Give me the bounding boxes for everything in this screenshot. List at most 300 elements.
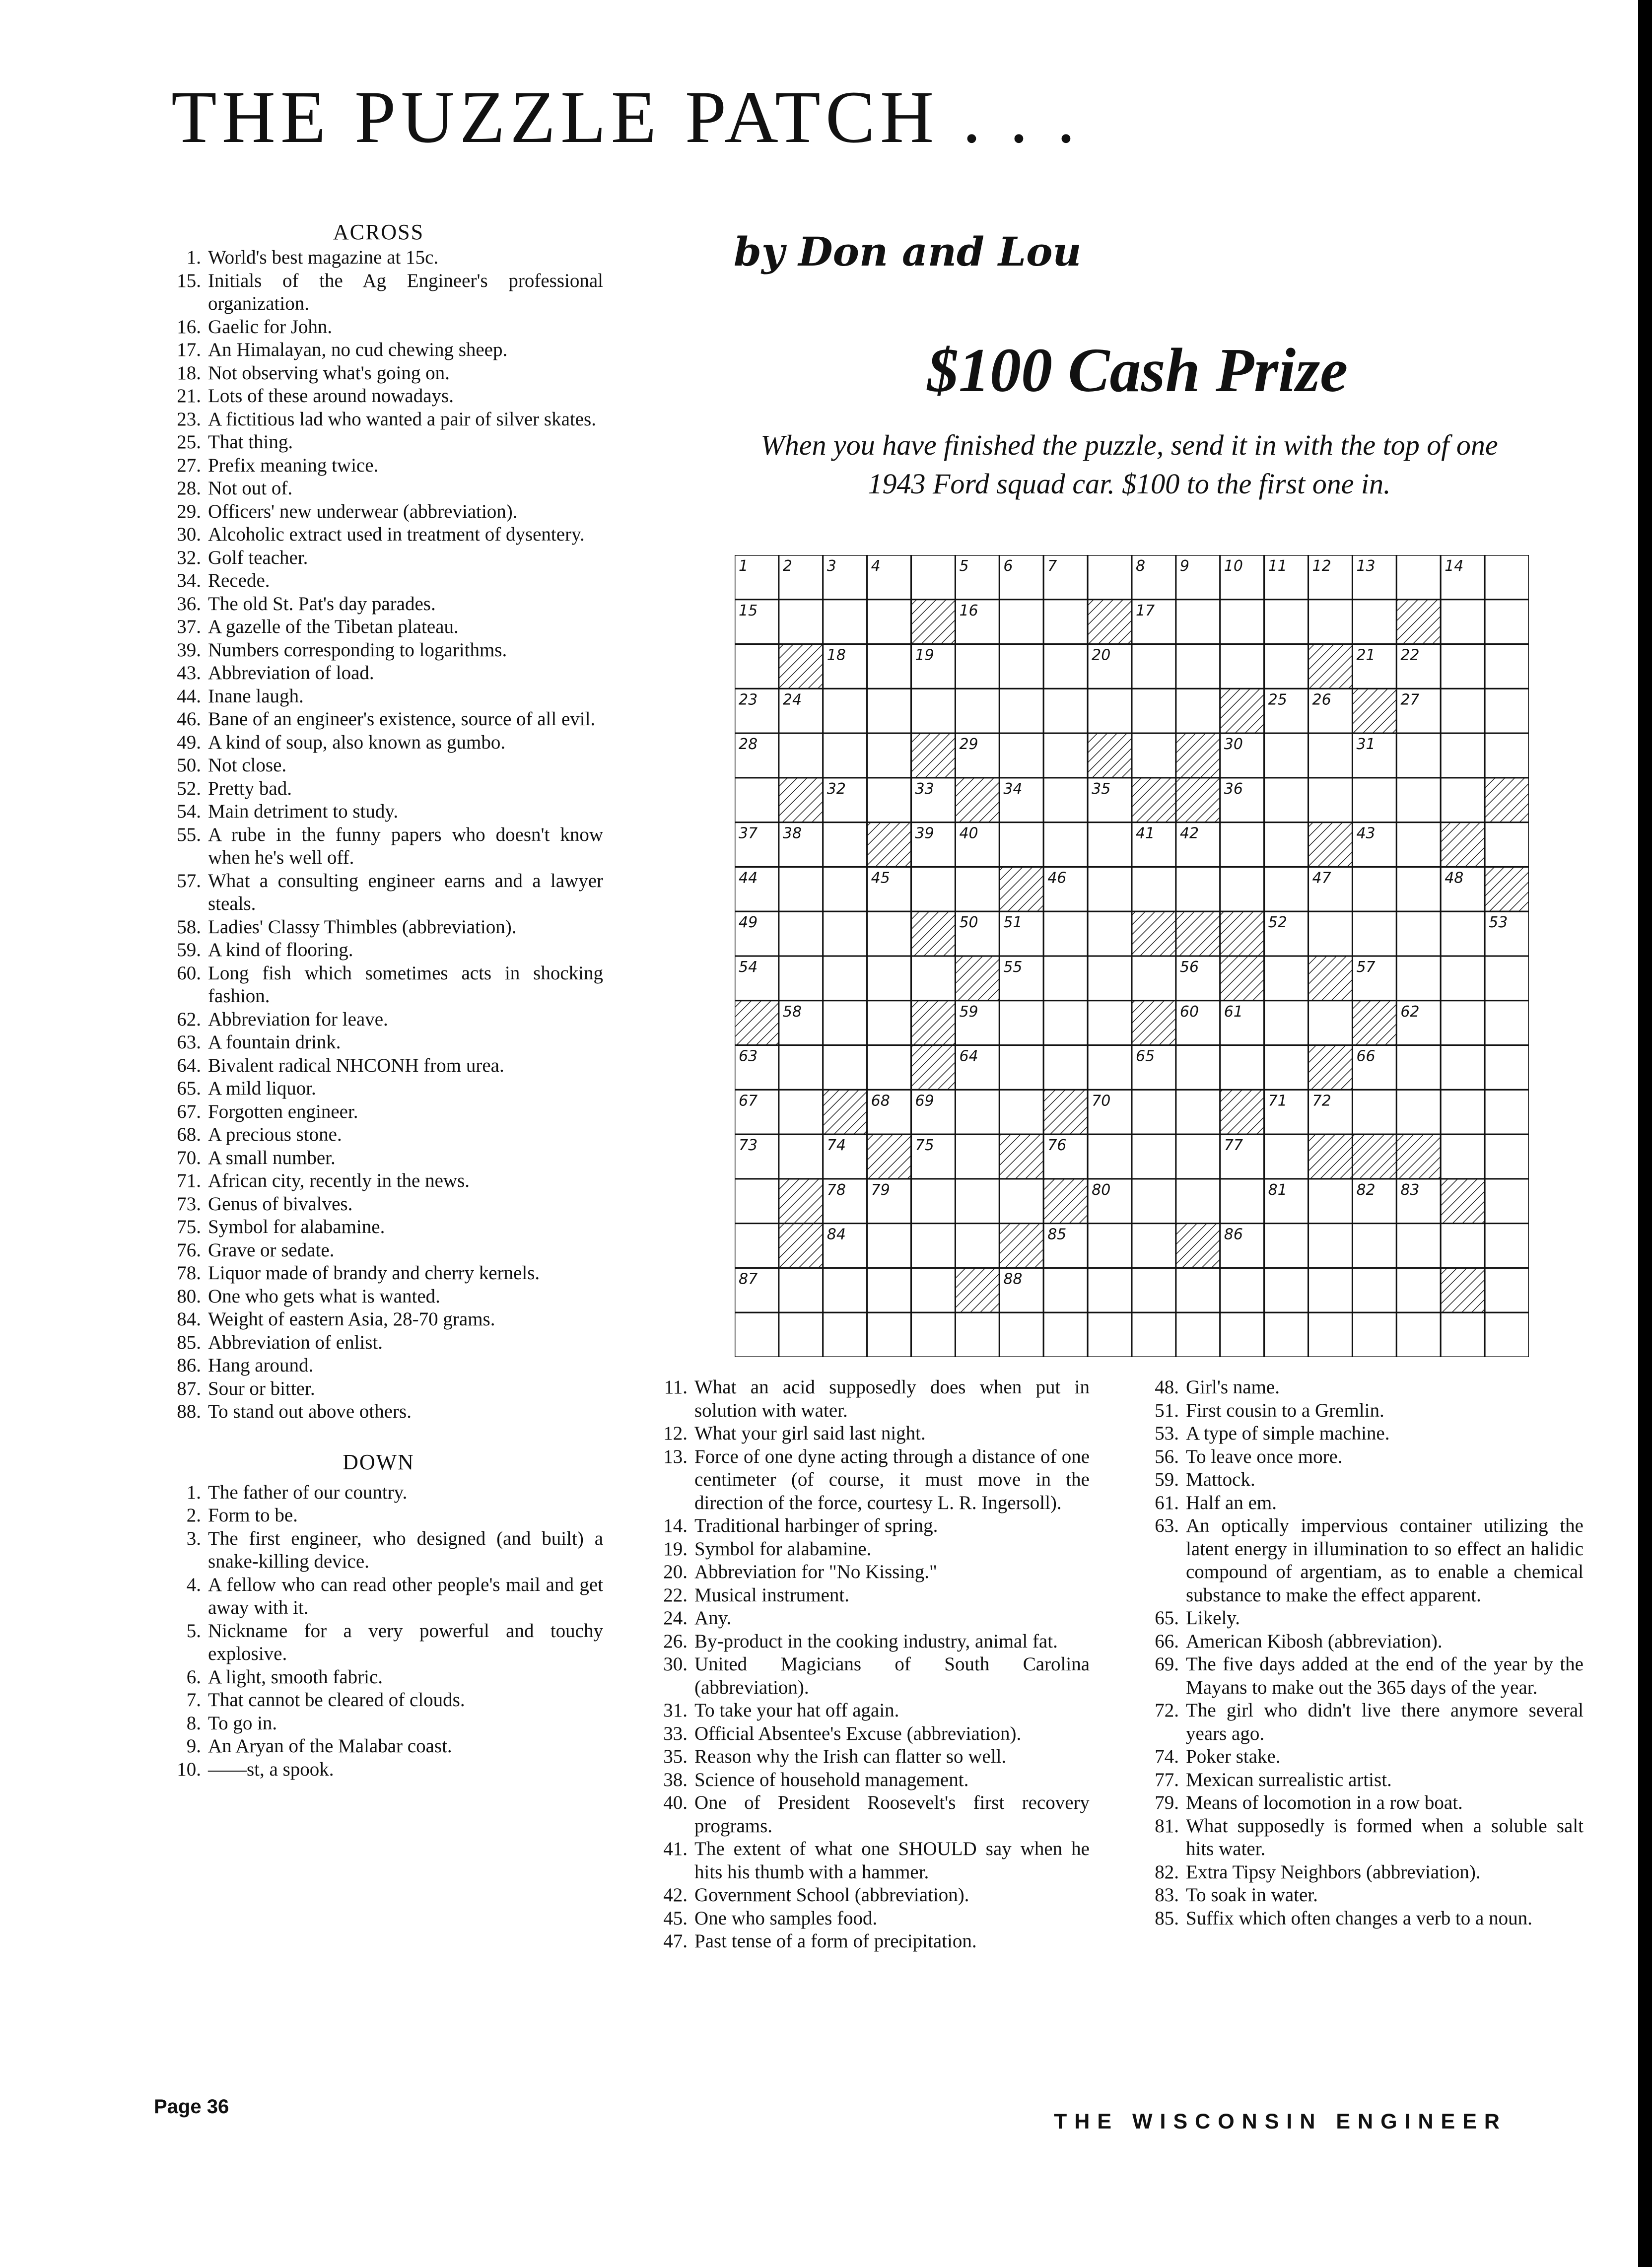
grid-cell[interactable]	[1176, 1268, 1220, 1312]
grid-cell[interactable]	[1441, 688, 1485, 733]
grid-cell[interactable]	[1088, 911, 1132, 956]
grid-cell[interactable]	[779, 1134, 823, 1179]
grid-cell[interactable]	[955, 1312, 999, 1357]
down-clue-list	[154, 1481, 603, 1782]
grid-cell[interactable]	[911, 956, 956, 1001]
clue-text: A type of simple machine.	[1186, 1423, 1390, 1444]
black-square	[1485, 778, 1529, 823]
grid-cell[interactable]	[1176, 600, 1220, 644]
grid-cell[interactable]	[1485, 1045, 1529, 1090]
grid-cell[interactable]	[1132, 1179, 1176, 1224]
cell-number: 58	[782, 1003, 802, 1021]
grid-cell[interactable]	[867, 1045, 911, 1090]
grid-cell[interactable]	[867, 600, 911, 644]
grid-cell[interactable]	[1176, 1090, 1220, 1134]
grid-cell[interactable]	[1441, 1090, 1485, 1134]
cell-number: 37	[739, 824, 758, 842]
clue-text: Extra Tipsy Neighbors (abbreviation).	[1186, 1861, 1481, 1883]
grid-cell[interactable]	[1441, 1045, 1485, 1090]
grid-cell[interactable]	[1352, 911, 1396, 956]
grid-cell[interactable]	[1088, 555, 1132, 600]
grid-cell[interactable]	[823, 911, 867, 956]
grid-cell[interactable]	[1176, 867, 1220, 911]
grid-cell[interactable]	[1220, 867, 1264, 911]
cell-number: 36	[1224, 780, 1243, 798]
grid-cell[interactable]	[867, 1268, 911, 1312]
black-square	[955, 1268, 999, 1312]
clue	[154, 1285, 603, 1308]
grid-cell[interactable]	[1043, 1045, 1088, 1090]
grid-cell[interactable]	[1485, 1179, 1529, 1224]
clue-text: A small number.	[208, 1147, 336, 1168]
grid-cell[interactable]	[1308, 1224, 1353, 1268]
clue-text: What supposedly is formed when a soluble salt hits water.	[1186, 1815, 1583, 1859]
clue-number: 69.	[1155, 1653, 1179, 1675]
clue-text: The five days added at the end of the year by the Mayans to make out the 365 days of the year.	[1186, 1653, 1583, 1698]
grid-cell[interactable]	[1264, 1268, 1308, 1312]
grid-cell[interactable]	[823, 1312, 867, 1357]
cell-number: 50	[959, 914, 978, 932]
grid-cell[interactable]	[1132, 644, 1176, 689]
grid-cell[interactable]	[1396, 733, 1441, 778]
cell-number: 24	[782, 691, 802, 709]
grid-cell[interactable]	[955, 867, 999, 911]
grid-cell[interactable]	[1043, 1312, 1088, 1357]
clue-number: 16.	[177, 316, 201, 338]
grid-cell[interactable]	[1088, 823, 1132, 867]
grid-cell[interactable]	[1485, 733, 1529, 778]
grid-cell[interactable]	[1264, 823, 1308, 867]
black-square	[1220, 688, 1264, 733]
clue	[640, 1745, 1090, 1769]
grid-cell[interactable]	[1396, 1090, 1441, 1134]
grid-cell[interactable]	[1396, 555, 1441, 600]
grid-cell[interactable]	[823, 733, 867, 778]
clue	[154, 800, 603, 824]
clue-number: 59.	[1155, 1469, 1179, 1490]
grid-cell[interactable]	[735, 1179, 779, 1224]
cell-number: 56	[1179, 959, 1199, 976]
grid-cell[interactable]	[1264, 1312, 1308, 1357]
grid-cell[interactable]	[999, 1090, 1043, 1134]
grid-cell[interactable]	[911, 1179, 956, 1224]
grid-cell[interactable]	[1088, 956, 1132, 1001]
clue-number: 11.	[664, 1376, 688, 1398]
grid-cell[interactable]	[1485, 555, 1529, 600]
grid-cell[interactable]	[999, 1312, 1043, 1357]
grid-cell[interactable]	[1396, 1224, 1441, 1268]
clue-text: Grave or sedate.	[208, 1239, 335, 1261]
cell-number: 6	[1003, 557, 1013, 575]
grid-cell[interactable]	[1352, 1090, 1396, 1134]
grid-cell[interactable]	[1308, 1001, 1353, 1045]
grid-cell[interactable]	[1220, 823, 1264, 867]
grid-cell[interactable]	[779, 1312, 823, 1357]
grid-cell[interactable]	[1485, 1224, 1529, 1268]
grid-cell[interactable]	[1176, 688, 1220, 733]
clue-text: The old St. Pat's day parades.	[208, 593, 436, 615]
grid-cell[interactable]	[779, 1090, 823, 1134]
cell-number: 1	[739, 557, 749, 575]
grid-cell[interactable]	[1441, 778, 1485, 823]
grid-cell[interactable]	[1308, 1268, 1353, 1312]
grid-cell[interactable]	[911, 867, 956, 911]
clue-text: Sour or bitter.	[208, 1377, 315, 1399]
grid-cell[interactable]	[1441, 1312, 1485, 1357]
grid-cell[interactable]	[1132, 1090, 1176, 1134]
grid-cell[interactable]	[999, 600, 1043, 644]
grid-cell[interactable]	[1441, 956, 1485, 1001]
clue-text: One of President Roosevelt's first recovery programs.	[694, 1792, 1090, 1837]
grid-cell[interactable]	[1132, 867, 1176, 911]
grid-cell[interactable]	[1396, 867, 1441, 911]
grid-cell[interactable]	[735, 644, 779, 689]
black-square	[1220, 1090, 1264, 1134]
grid-cell[interactable]	[823, 1268, 867, 1312]
grid-cell[interactable]	[867, 688, 911, 733]
crossword-grid[interactable]	[735, 555, 1529, 1357]
grid-cell[interactable]	[1308, 600, 1353, 644]
grid-cell[interactable]	[1176, 644, 1220, 689]
grid-cell[interactable]	[1132, 733, 1176, 778]
grid-cell[interactable]	[1264, 1134, 1308, 1179]
clue-text: Not out of.	[208, 478, 293, 499]
crossword-svg[interactable]	[735, 555, 1529, 1357]
grid-cell[interactable]	[1088, 867, 1132, 911]
grid-cell[interactable]	[1220, 600, 1264, 644]
clue	[154, 1031, 603, 1054]
grid-cell[interactable]	[1176, 1312, 1220, 1357]
grid-cell[interactable]	[1043, 733, 1088, 778]
grid-cell[interactable]	[1043, 956, 1088, 1001]
grid-cell[interactable]	[955, 1224, 999, 1268]
grid-cell[interactable]	[1308, 1179, 1353, 1224]
grid-cell[interactable]	[1308, 733, 1353, 778]
clue	[154, 1077, 603, 1100]
black-square	[911, 1001, 956, 1045]
grid-cell[interactable]	[1441, 600, 1485, 644]
grid-cell[interactable]	[1264, 733, 1308, 778]
grid-cell[interactable]	[823, 600, 867, 644]
clue-text: Girl's name.	[1186, 1376, 1280, 1398]
grid-cell[interactable]	[1220, 1179, 1264, 1224]
black-square	[1352, 1134, 1396, 1179]
grid-cell[interactable]	[1264, 778, 1308, 823]
grid-cell[interactable]	[1396, 1312, 1441, 1357]
grid-cell[interactable]	[955, 1179, 999, 1224]
grid-cell[interactable]	[1441, 1134, 1485, 1179]
grid-cell[interactable]	[867, 911, 911, 956]
grid-cell[interactable]	[1088, 1045, 1132, 1090]
black-square	[955, 956, 999, 1001]
grid-cell[interactable]	[779, 911, 823, 956]
grid-cell[interactable]	[1132, 1312, 1176, 1357]
clue-number: 61.	[1155, 1492, 1179, 1513]
black-square	[999, 1224, 1043, 1268]
grid-cell[interactable]	[779, 733, 823, 778]
black-square	[1176, 733, 1220, 778]
grid-cell[interactable]	[1043, 911, 1088, 956]
grid-cell[interactable]	[1220, 1312, 1264, 1357]
grid-cell[interactable]	[823, 867, 867, 911]
grid-cell[interactable]	[999, 644, 1043, 689]
cell-number: 87	[739, 1270, 758, 1288]
grid-cell[interactable]	[1088, 1268, 1132, 1312]
grid-cell[interactable]	[1441, 1001, 1485, 1045]
grid-cell[interactable]	[1088, 1312, 1132, 1357]
grid-cell[interactable]	[1220, 1045, 1264, 1090]
grid-cell[interactable]	[1132, 1268, 1176, 1312]
black-square	[1176, 778, 1220, 823]
cell-number: 38	[782, 824, 802, 842]
grid-cell[interactable]	[1132, 1224, 1176, 1268]
grid-cell[interactable]	[1485, 1001, 1529, 1045]
clue-number: 4.	[186, 1574, 201, 1595]
grid-cell[interactable]	[1441, 911, 1485, 956]
cell-number: 22	[1400, 646, 1420, 664]
grid-cell[interactable]	[911, 688, 956, 733]
cell-number: 17	[1136, 602, 1155, 619]
grid-cell[interactable]	[735, 1312, 779, 1357]
clue	[154, 270, 603, 316]
grid-cell[interactable]	[1441, 733, 1485, 778]
clue	[154, 1481, 603, 1505]
grid-cell[interactable]	[1396, 1268, 1441, 1312]
cell-number: 15	[739, 602, 758, 619]
clue-number: 80.	[177, 1285, 201, 1307]
cell-number: 67	[739, 1092, 758, 1110]
grid-cell[interactable]	[1043, 688, 1088, 733]
grid-cell[interactable]	[1176, 1045, 1220, 1090]
clue-text: Numbers corresponding to logarithms.	[208, 639, 507, 661]
grid-cell[interactable]	[1396, 911, 1441, 956]
grid-cell[interactable]	[1485, 644, 1529, 689]
grid-cell[interactable]	[1220, 644, 1264, 689]
cell-number: 19	[915, 646, 934, 664]
clue-text: A light, smooth fabric.	[208, 1666, 383, 1688]
grid-cell[interactable]	[867, 733, 911, 778]
grid-cell[interactable]	[1352, 867, 1396, 911]
clue	[640, 1584, 1090, 1607]
grid-cell[interactable]	[1485, 956, 1529, 1001]
clue	[154, 593, 603, 616]
grid-cell[interactable]	[1352, 1312, 1396, 1357]
grid-cell[interactable]	[867, 956, 911, 1001]
cell-number: 44	[739, 869, 758, 887]
grid-cell[interactable]	[1043, 1001, 1088, 1045]
grid-cell[interactable]	[999, 733, 1043, 778]
clue	[154, 1100, 603, 1124]
grid-cell[interactable]	[779, 600, 823, 644]
cell-number: 65	[1136, 1047, 1155, 1065]
grid-cell[interactable]	[1396, 823, 1441, 867]
grid-cell[interactable]	[1485, 600, 1529, 644]
grid-cell[interactable]	[867, 1312, 911, 1357]
grid-cell[interactable]	[1088, 1001, 1132, 1045]
grid-cell[interactable]	[823, 1001, 867, 1045]
clue-text: Hang around.	[208, 1355, 314, 1376]
clue-text: Long fish which sometimes acts in shocking fashion.	[208, 962, 603, 1007]
grid-cell[interactable]	[955, 1134, 999, 1179]
grid-cell[interactable]	[1043, 644, 1088, 689]
grid-cell[interactable]	[1264, 1045, 1308, 1090]
clue	[1132, 1815, 1583, 1861]
grid-cell[interactable]	[955, 644, 999, 689]
clue-number: 28.	[177, 478, 201, 499]
cell-number: 46	[1047, 869, 1067, 887]
clue	[640, 1930, 1090, 1953]
cell-number: 12	[1312, 557, 1331, 575]
clue	[1132, 1861, 1583, 1884]
cell-number: 66	[1356, 1047, 1376, 1065]
clue	[1132, 1769, 1583, 1792]
grid-cell[interactable]	[1043, 778, 1088, 823]
grid-cell[interactable]	[1352, 600, 1396, 644]
grid-cell[interactable]	[1132, 956, 1176, 1001]
grid-cell[interactable]	[1308, 1312, 1353, 1357]
cell-number: 55	[1003, 959, 1023, 976]
clue-number: 49.	[177, 731, 201, 753]
grid-cell[interactable]	[1352, 1268, 1396, 1312]
grid-cell[interactable]	[823, 688, 867, 733]
cell-number: 13	[1356, 557, 1376, 575]
clue	[154, 616, 603, 639]
grid-cell[interactable]	[999, 1001, 1043, 1045]
grid-cell[interactable]	[1308, 911, 1353, 956]
grid-cell[interactable]	[955, 1090, 999, 1134]
grid-cell[interactable]	[779, 956, 823, 1001]
cell-number: 80	[1092, 1181, 1111, 1199]
grid-cell[interactable]	[911, 1312, 956, 1357]
grid-cell[interactable]	[1396, 956, 1441, 1001]
clue-text: Ladies' Classy Thimbles (abbreviation).	[208, 916, 517, 938]
grid-cell[interactable]	[999, 688, 1043, 733]
grid-cell[interactable]	[1088, 1134, 1132, 1179]
grid-cell[interactable]	[1043, 823, 1088, 867]
grid-cell[interactable]	[1264, 956, 1308, 1001]
grid-cell[interactable]	[1485, 1268, 1529, 1312]
black-square	[911, 911, 956, 956]
grid-cell[interactable]	[1396, 778, 1441, 823]
grid-cell[interactable]	[867, 1224, 911, 1268]
grid-cell[interactable]	[1485, 688, 1529, 733]
grid-cell[interactable]	[1264, 867, 1308, 911]
cell-number: 54	[739, 959, 758, 976]
grid-cell[interactable]	[1441, 644, 1485, 689]
clue-number: 71.	[177, 1170, 201, 1191]
clue-number: 62.	[177, 1008, 201, 1030]
clue-text: A kind of soup, also known as gumbo.	[208, 731, 506, 753]
grid-cell[interactable]	[1441, 1224, 1485, 1268]
grid-cell[interactable]	[911, 1268, 956, 1312]
grid-cell[interactable]	[1352, 778, 1396, 823]
clue	[154, 1574, 603, 1620]
clue-number: 12.	[663, 1423, 688, 1444]
grid-cell[interactable]	[1485, 823, 1529, 867]
black-square	[1132, 1001, 1176, 1045]
grid-cell[interactable]	[1043, 1268, 1088, 1312]
grid-cell[interactable]	[823, 823, 867, 867]
cell-number: 18	[826, 646, 846, 664]
grid-cell[interactable]	[867, 1001, 911, 1045]
grid-cell[interactable]	[823, 1045, 867, 1090]
black-square	[735, 1001, 779, 1045]
grid-cell[interactable]	[1485, 1090, 1529, 1134]
grid-cell[interactable]	[1352, 1224, 1396, 1268]
clue	[1132, 1399, 1583, 1423]
grid-cell[interactable]	[1176, 1179, 1220, 1224]
grid-cell[interactable]	[735, 1224, 779, 1268]
grid-cell[interactable]	[1264, 1224, 1308, 1268]
clue-text: A rube in the funny papers who doesn't know when he's well off.	[208, 824, 603, 868]
clue	[154, 1689, 603, 1712]
black-square	[1132, 911, 1176, 956]
grid-cell[interactable]	[1220, 1268, 1264, 1312]
clue	[154, 1169, 603, 1193]
grid-cell[interactable]	[1264, 600, 1308, 644]
grid-cell[interactable]	[735, 778, 779, 823]
clue-text: One who gets what is wanted.	[208, 1285, 440, 1307]
clue-number: 50.	[177, 755, 201, 776]
grid-cell[interactable]	[823, 956, 867, 1001]
clue-text: Likely.	[1186, 1607, 1240, 1629]
byline: by Don and Lou	[734, 228, 1082, 275]
grid-cell[interactable]	[867, 778, 911, 823]
grid-cell[interactable]	[1485, 1312, 1529, 1357]
grid-cell[interactable]	[1308, 778, 1353, 823]
grid-cell[interactable]	[999, 1179, 1043, 1224]
black-square	[1308, 644, 1353, 689]
grid-cell[interactable]	[1132, 688, 1176, 733]
grid-cell[interactable]	[779, 867, 823, 911]
clue-text: That thing.	[208, 431, 293, 453]
grid-cell[interactable]	[1264, 644, 1308, 689]
grid-cell[interactable]	[911, 555, 956, 600]
clue-text: To soak in water.	[1186, 1884, 1318, 1906]
black-square	[1352, 688, 1396, 733]
grid-cell[interactable]	[1396, 1045, 1441, 1090]
clue	[640, 1699, 1090, 1722]
grid-cell[interactable]	[1088, 688, 1132, 733]
clue	[154, 385, 603, 408]
grid-cell[interactable]	[779, 1268, 823, 1312]
black-square	[1132, 778, 1176, 823]
grid-cell[interactable]	[999, 823, 1043, 867]
grid-cell[interactable]	[955, 688, 999, 733]
black-square	[1043, 1179, 1088, 1224]
cell-number: 69	[915, 1092, 934, 1110]
grid-cell[interactable]	[779, 1045, 823, 1090]
cell-number: 75	[915, 1137, 934, 1155]
grid-cell[interactable]	[1485, 1134, 1529, 1179]
clue-number: 32.	[177, 547, 201, 568]
clue-number: 33.	[663, 1722, 688, 1744]
black-square	[779, 644, 823, 689]
clue-text: Symbol for alabamine.	[694, 1538, 872, 1560]
clue-number: 59.	[177, 939, 201, 961]
grid-cell[interactable]	[1088, 1224, 1132, 1268]
grid-cell[interactable]	[1176, 1134, 1220, 1179]
grid-cell[interactable]	[1264, 1001, 1308, 1045]
grid-cell[interactable]	[1132, 1134, 1176, 1179]
grid-cell[interactable]	[867, 644, 911, 689]
cell-number: 51	[1003, 914, 1023, 932]
grid-cell[interactable]	[1043, 600, 1088, 644]
clue-text: Golf teacher.	[208, 547, 308, 568]
cell-number: 47	[1312, 869, 1331, 887]
grid-cell[interactable]	[999, 1045, 1043, 1090]
grid-cell[interactable]	[911, 1224, 956, 1268]
